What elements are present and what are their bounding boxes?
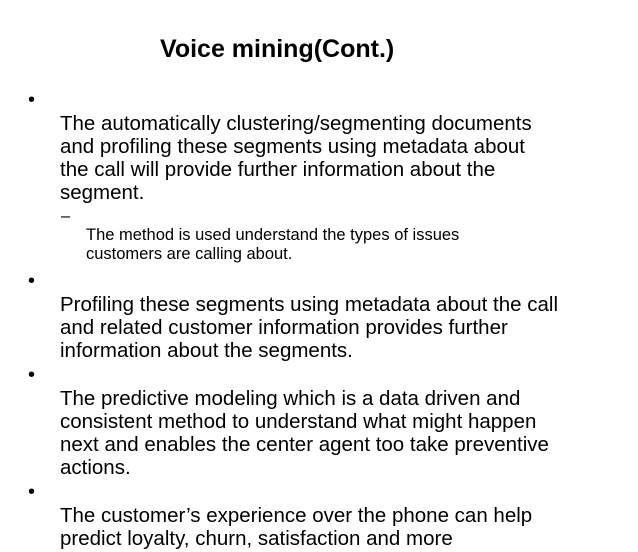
sub-bullet-item bbox=[28, 207, 618, 264]
bullet-marker: • bbox=[28, 89, 36, 111]
sub-bullet-marker: – bbox=[61, 207, 71, 225]
bullet-marker: • bbox=[28, 270, 36, 292]
bullet-item bbox=[28, 481, 618, 550]
bullet-marker: • bbox=[28, 364, 36, 386]
bullet-list bbox=[28, 89, 618, 552]
bullet-item bbox=[28, 364, 618, 479]
bullet-item bbox=[28, 89, 618, 204]
bullet-marker: • bbox=[28, 481, 36, 503]
slide-title: Voice mining(Cont.) bbox=[160, 35, 395, 63]
bullet-text: The customer’s experience over the phone can help predict loyalty, churn, satisfaction and more bbox=[60, 504, 533, 550]
bullet-text: The predictive modeling which is a data driven and consistent method to understand what might happen next and enables the center agent too take preventive actions. bbox=[60, 387, 549, 479]
bullet-text: Profiling these segments using metadata about the call and related customer information provides further information about the segments. bbox=[60, 293, 558, 362]
sub-bullet-text: The method is used understand the types of issues customers are calling about. bbox=[86, 226, 460, 263]
bullet-item bbox=[28, 270, 618, 362]
bullet-text: The automatically clustering/segmenting documents and profiling these segments using metadata about the call will provide further information about the segment. bbox=[60, 112, 532, 204]
